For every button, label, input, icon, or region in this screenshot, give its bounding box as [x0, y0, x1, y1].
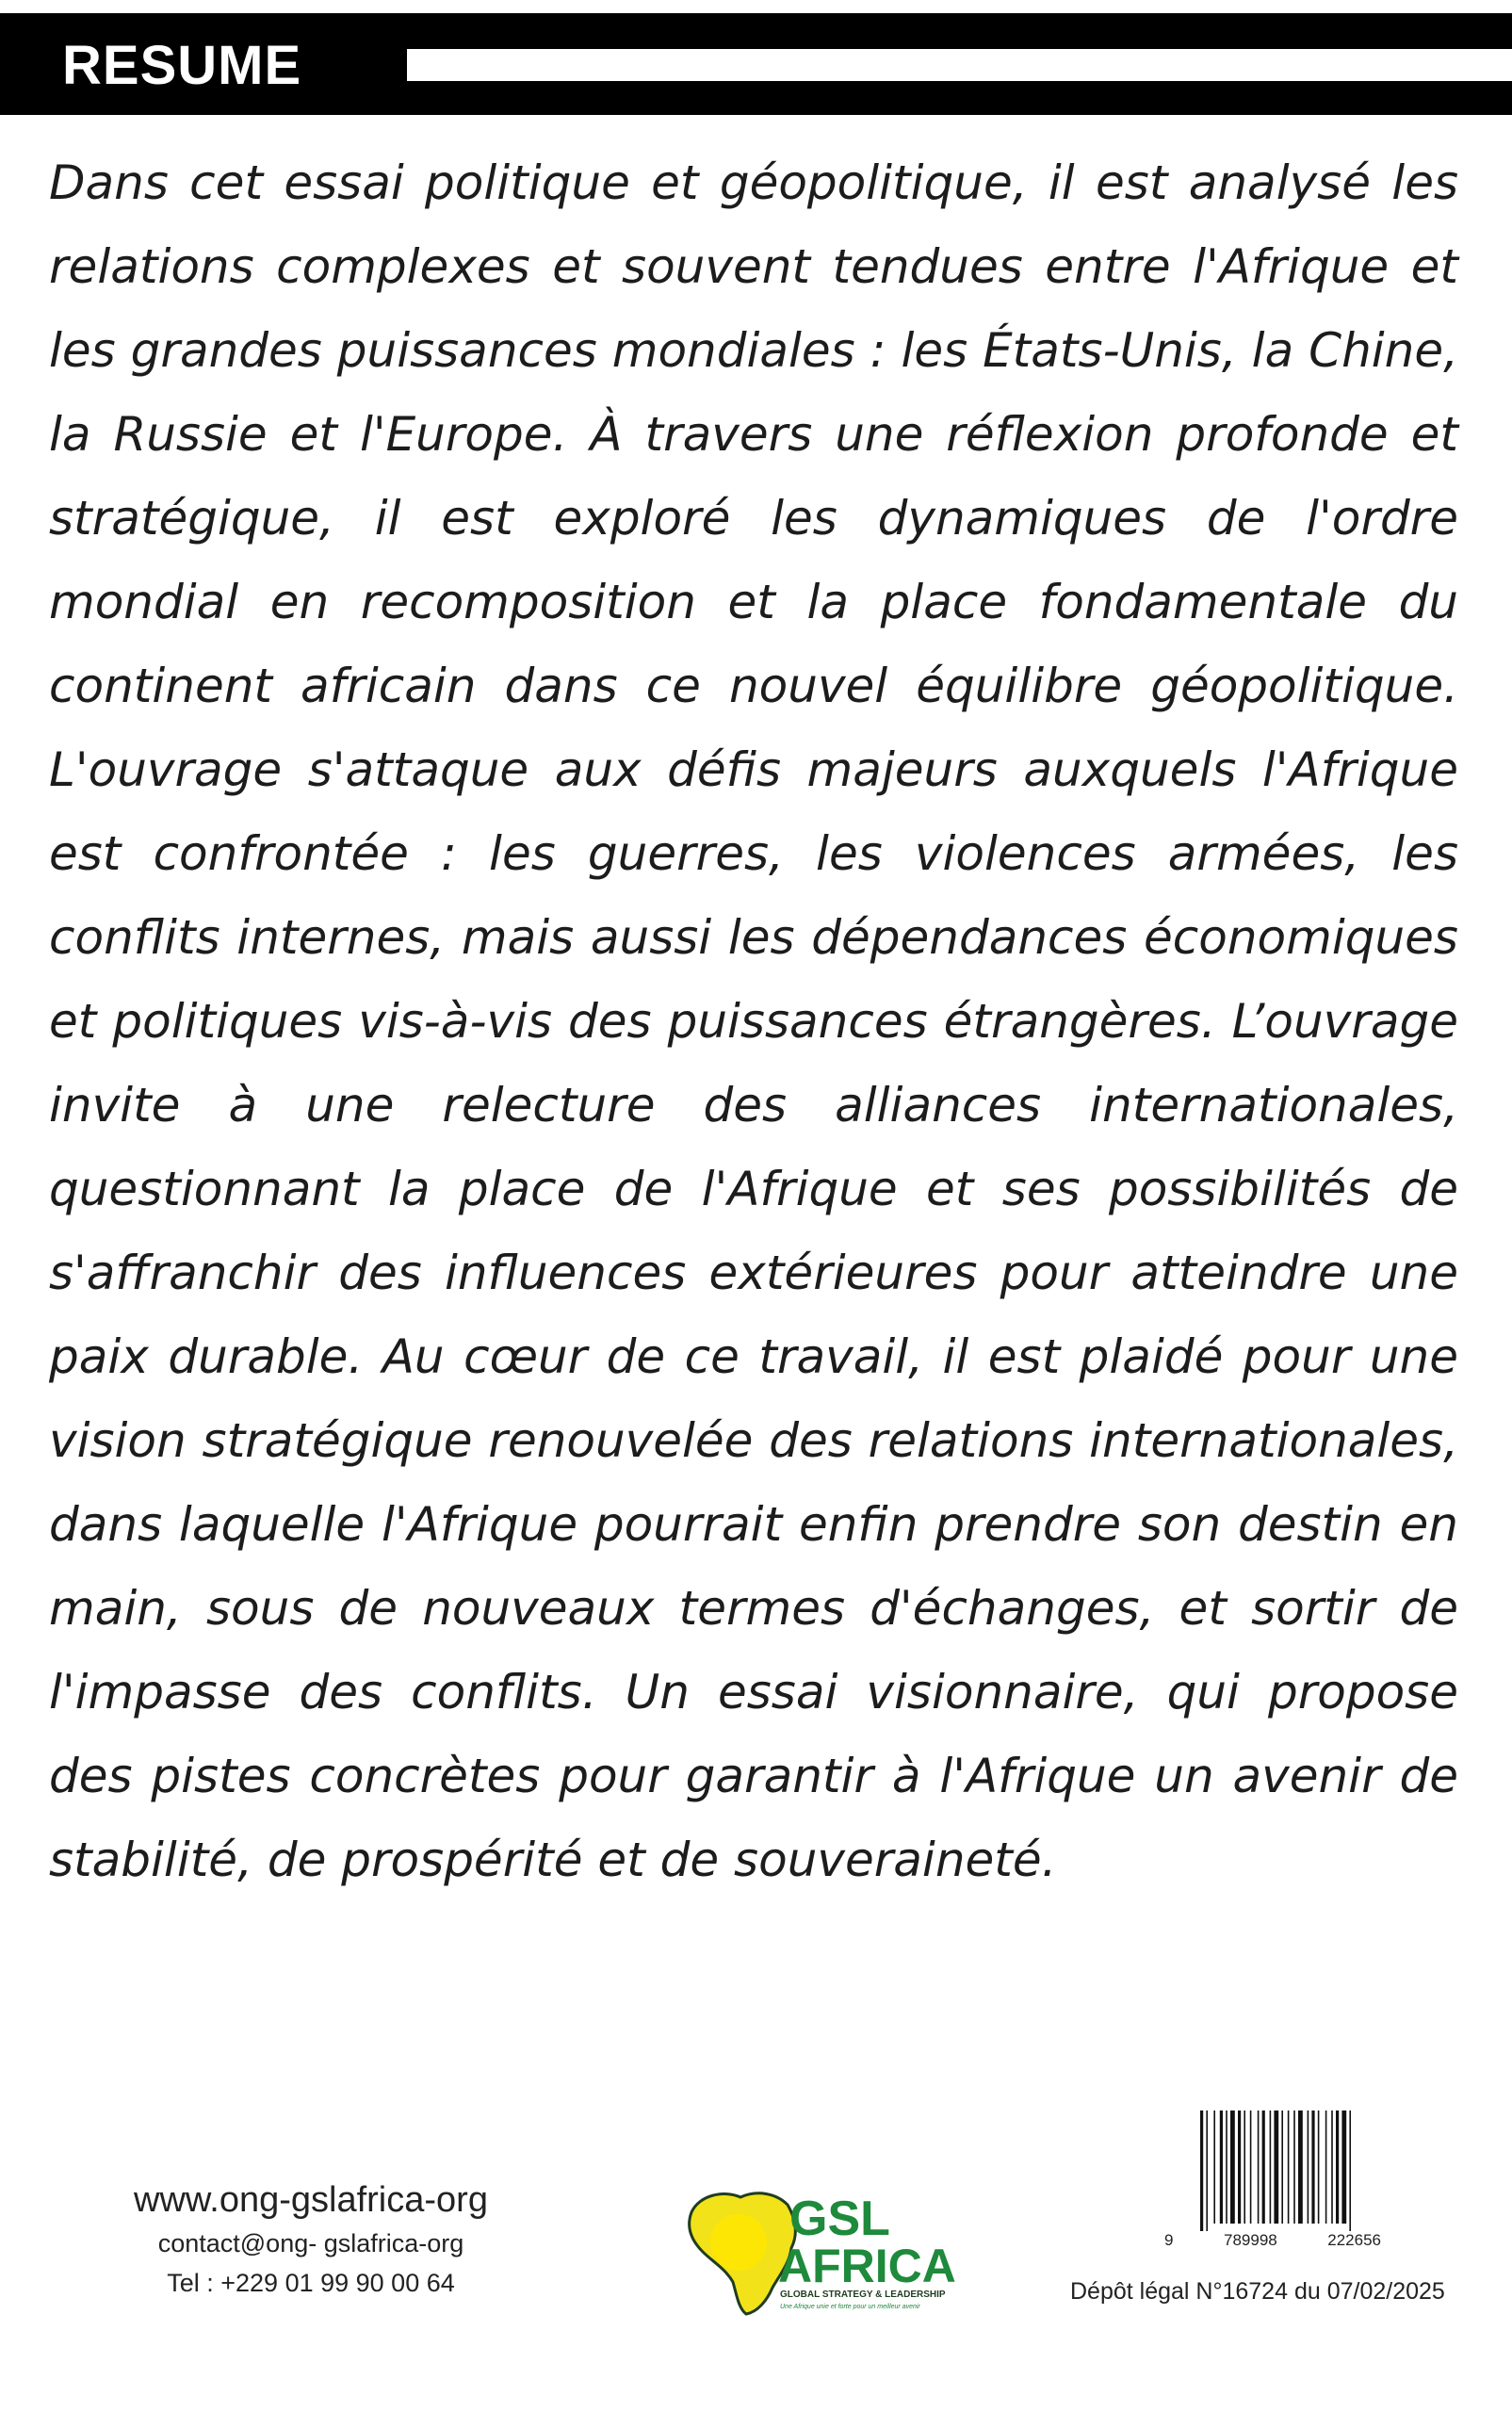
barcode-group2: 222656 — [1327, 2231, 1381, 2249]
logo-slogan: Une Afrique unie et forte pour un meilleur avenir — [780, 2304, 920, 2310]
logo-line2: AFRICA — [778, 2240, 956, 2292]
phone-number: Tel : +229 01 99 90 00 64 — [167, 2269, 455, 2297]
contact-block — [104, 2176, 518, 2303]
gsl-africa-logo — [678, 2176, 970, 2318]
logo-line1: GSL — [789, 2192, 890, 2246]
barcode — [1198, 2110, 1377, 2242]
website-link[interactable]: www.ong-gslafrica-org — [134, 2180, 488, 2220]
sun-icon — [710, 2214, 767, 2271]
legal-deposit: Dépôt légal N°16724 du 07/02/2025 — [1070, 2278, 1445, 2305]
section-title: RESUME — [62, 35, 302, 96]
summary-text: Dans cet essai politique et géopolitique, il est analysé les relations complexes et souvent tendues entre l'Afrique et les grandes puissances mondiales : les États-Unis, la Chine, la Russie et l'Europe. À travers une réflexion profonde et stratégique, il est exploré les dynamiques de l'ordre mondial en recomposition et la place fondamentale du continent africain dans ce nouvel équilibre géopolitique. L'ouvrage s'attaque aux défis majeurs auxquels l'Afrique est confrontée : les guerres, les violences armées, les conflits internes, mais aussi les dépendances économiques et politiques vis-à-vis des puissances étrangères. L’ouvrage invite à une relecture des alliances internationales, questionnant la place de l'Afrique et ses possibilités de s'affranchir des influences extérieures pour atteindre une paix durable. Au cœur de ce travail, il est plaidé pour une vision stratégique renouvelée des relations internationales, dans laquelle l'Afrique pourrait enfin prendre son destin en main, sous de nouveaux termes d'échanges, et sortir de l'impasse des conflits. Un essai visionnaire, qui propose des pistes concrètes pour garantir à l'Afrique un avenir de stabilité, de prospérité et de souveraineté. — [49, 155, 1458, 1887]
barcode-number — [1164, 2231, 1381, 2250]
header-stripe — [407, 49, 1512, 81]
barcode-lead-digit: 9 — [1164, 2231, 1174, 2249]
email-link[interactable]: contact@ong- gslafrica-org — [157, 2229, 464, 2257]
logo-tagline: GLOBAL STRATEGY & LEADERSHIP — [780, 2290, 946, 2300]
barcode-group1: 789998 — [1224, 2231, 1277, 2249]
